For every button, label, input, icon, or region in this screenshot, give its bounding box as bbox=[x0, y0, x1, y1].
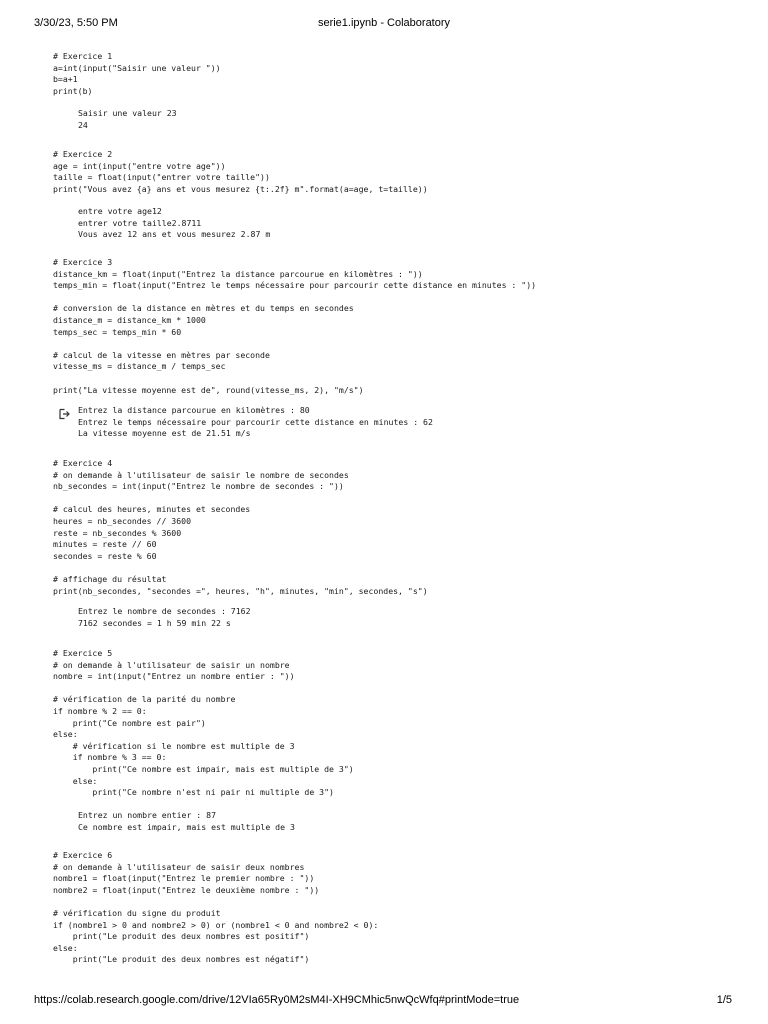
code-cell-exercice-1[interactable]: # Exercice 1 a=int(input("Saisir une valeur ")) b=a+1 print(b) bbox=[53, 51, 221, 96]
output-exercice-1: Saisir une valeur 23 24 bbox=[78, 108, 177, 130]
output-exercice-2: entre votre age12 entrer votre taille2.8711 Vous avez 12 ans et vous mesurez 2.87 m bbox=[78, 206, 271, 240]
output-exercice-3: Entrez la distance parcourue en kilomètres : 80 Entrez le temps nécessaire pour parcourir cette distance en minutes : 62 La vitesse moyenne est de 21.51 m/s bbox=[78, 405, 433, 439]
print-datetime: 3/30/23, 5:50 PM bbox=[34, 17, 118, 29]
code-cell-exercice-4[interactable]: # Exercice 4 # on demande à l'utilisateur de saisir le nombre de secondes nb_secondes = int(input("Entrez le nombre de secondes : ")) # calcul des heures, minutes et secondes heures = nb_secondes // 3600 reste = nb_secondes % 3600 minutes = reste // 60 secondes = reste % 60 # affichage du résultat print(nb_secondes, "secondes =", heures, "h", minutes, "min", secondes, "s") bbox=[53, 458, 428, 596]
output-exercice-5: Entrez un nombre entier : 87 Ce nombre est impair, mais est multiple de 3 bbox=[78, 810, 295, 832]
page-title: serie1.ipynb - Colaboratory bbox=[317, 17, 451, 29]
code-cell-exercice-3[interactable]: # Exercice 3 distance_km = float(input("Entrez la distance parcourue en kilomètres : ")) temps_min = float(input("Entrez le temps nécessaire pour parcourir cette distance en minutes : ")) # conversion de la distance en mètres et du temps en secondes distance_m = distance_km * 1000 temps_sec = temps_min * 60 # calcul de la vitesse en mètres par seconde vitesse_ms = distance_m / temps_sec print("La vitesse moyenne est de", round(vitesse_ms, 2), "m/s") bbox=[53, 257, 537, 395]
output-redirect-icon[interactable] bbox=[58, 408, 70, 420]
code-cell-exercice-2[interactable]: # Exercice 2 age = int(input("entre votre age")) taille = float(input("entrer votre taille")) print("Vous avez {a} ans et vous mesurez {t:.2f} m".format(a=age, t=taille)) bbox=[53, 149, 428, 194]
output-exercice-4: Entrez le nombre de secondes : 7162 7162 secondes = 1 h 59 min 22 s bbox=[78, 606, 251, 628]
footer-url: https://colab.research.google.com/drive/12VIa65Ry0M2sM4I-XH9CMhic5nwQcWfq#printMode=true bbox=[34, 994, 520, 1006]
page-number: 1/5 bbox=[716, 994, 732, 1006]
code-cell-exercice-5[interactable]: # Exercice 5 # on demande à l'utilisateur de saisir un nombre nombre = int(input("Entrez un nombre entier : ")) # vérification de la parité du nombre if nombre % 2 == 0: print("Ce nombre est pair") else: # vérification si le nombre est multiple de 3 if nombre % 3 == 0: print("Ce nombre est impair, mais est multiple de 3") else: print("Ce nombre n'est ni pair ni multiple de 3") bbox=[53, 648, 354, 798]
code-cell-exercice-6[interactable]: # Exercice 6 # on demande à l'utilisateur de saisir deux nombres nombre1 = float(input("Entrez le premier nombre : ")) nombre2 = float(input("Entrez le deuxième nombre : ")) # vérification du signe du produit if (nombre1 > 0 and nombre2 > 0) or (nombre1 < 0 and nombre2 < 0): print("Le produit des deux nombres est positif") else: print("Le produit des deux nombres est négatif") bbox=[53, 850, 379, 965]
